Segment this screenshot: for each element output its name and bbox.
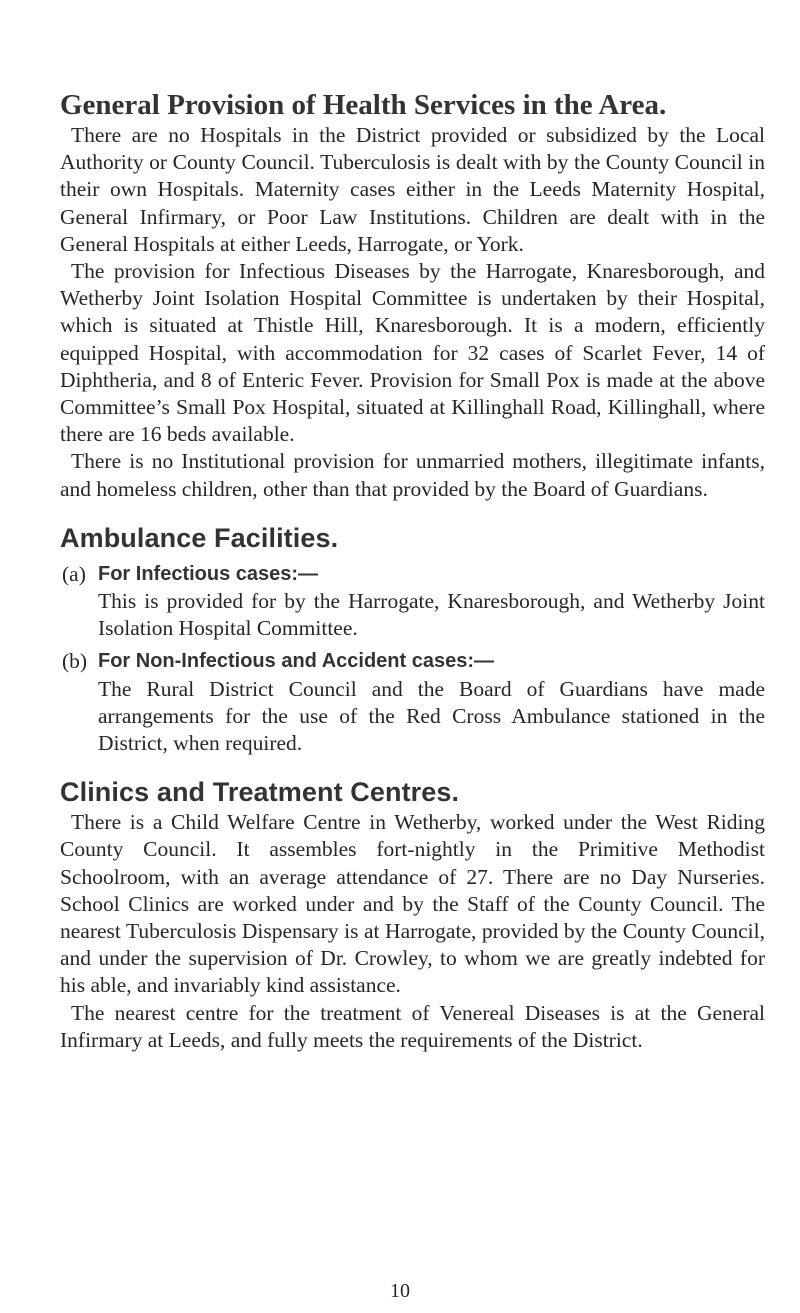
heading-clinics-treatment: Clinics and Treatment Centres.	[60, 777, 460, 808]
item-b-title: For Non-Infectious and Accident cases:—	[98, 650, 494, 673]
paragraph-child-welfare: There is a Child Welfare Centre in Wetherby, worked under the West Riding County Council. It assembles fort-nightly in the Primitive Methodist Schoolroom, with an average attendance of 27. There are no Day Nurseries. School Clinics are worked under and by the Staff of the County Council. The nearest Tuberculosis Dispensary is at Harrogate, provided by the County Council, and under the supervision of Dr. Crowley, to whom we are greatly indebted for his able, and invariably kind assistance.	[60, 810, 765, 998]
ambulance-item-a	[62, 561, 765, 588]
heading-general-provision: General Provision of Health Services in the Area.	[60, 89, 667, 121]
item-b-text: The Rural District Council and the Board of Guardians have made arrangements for the use of the Red Cross Ambulance stationed in the District, when required.	[98, 676, 765, 756]
page-number: 10	[390, 1280, 410, 1302]
paragraph-hospitals: There are no Hospitals in the District provided or subsidized by the Local Authority or County Council. Tuberculosis is dealt with by the County Council in their own Hospitals. Maternity cases either in the Leeds Maternity Hospital, General Infirmary, or Poor Law Institutions. Children are dealt with in the General Hospitals at either Leeds, Harrogate, or York.	[60, 123, 765, 256]
ambulance-item-b	[62, 648, 765, 675]
heading-ambulance-facilities: Ambulance Facilities.	[60, 522, 339, 553]
paragraph-venereal-diseases: The nearest centre for the treatment of Venereal Diseases is at the General Infirmary at Leeds, and fully meets the requirements of the District.	[60, 1000, 765, 1052]
paragraph-institutional-provision: There is no Institutional provision for unmarried mothers, illegitimate infants, and homeless children, other than that provided by the Board of Guardians.	[60, 449, 765, 501]
item-a-title: For Infectious cases:—	[98, 562, 319, 585]
paragraph-infectious-diseases: The provision for Infectious Diseases by the Harrogate, Knaresborough, and Wetherby Joint Isolation Hospital Committee is undertaken by their Hospital, which is situated at Thistle Hill, Knaresborough. It is a modern, efficiently equipped Hospital, with accommodation for 32 cases of Scarlet Fever, 14 of Diphtheria, and 8 of Enteric Fever. Provision for Small Pox is made at the above Committee’s Small Pox Hospital, situated at Killinghall Road, Killinghall, where there are 16 beds available.	[60, 259, 765, 447]
item-a-label: (a)	[62, 561, 86, 586]
page-body	[60, 88, 765, 1054]
item-a-text: This is provided for by the Harrogate, Knaresborough, and Wetherby Joint Isolation Hospital Committee.	[98, 589, 765, 641]
item-b-label: (b)	[62, 649, 88, 674]
